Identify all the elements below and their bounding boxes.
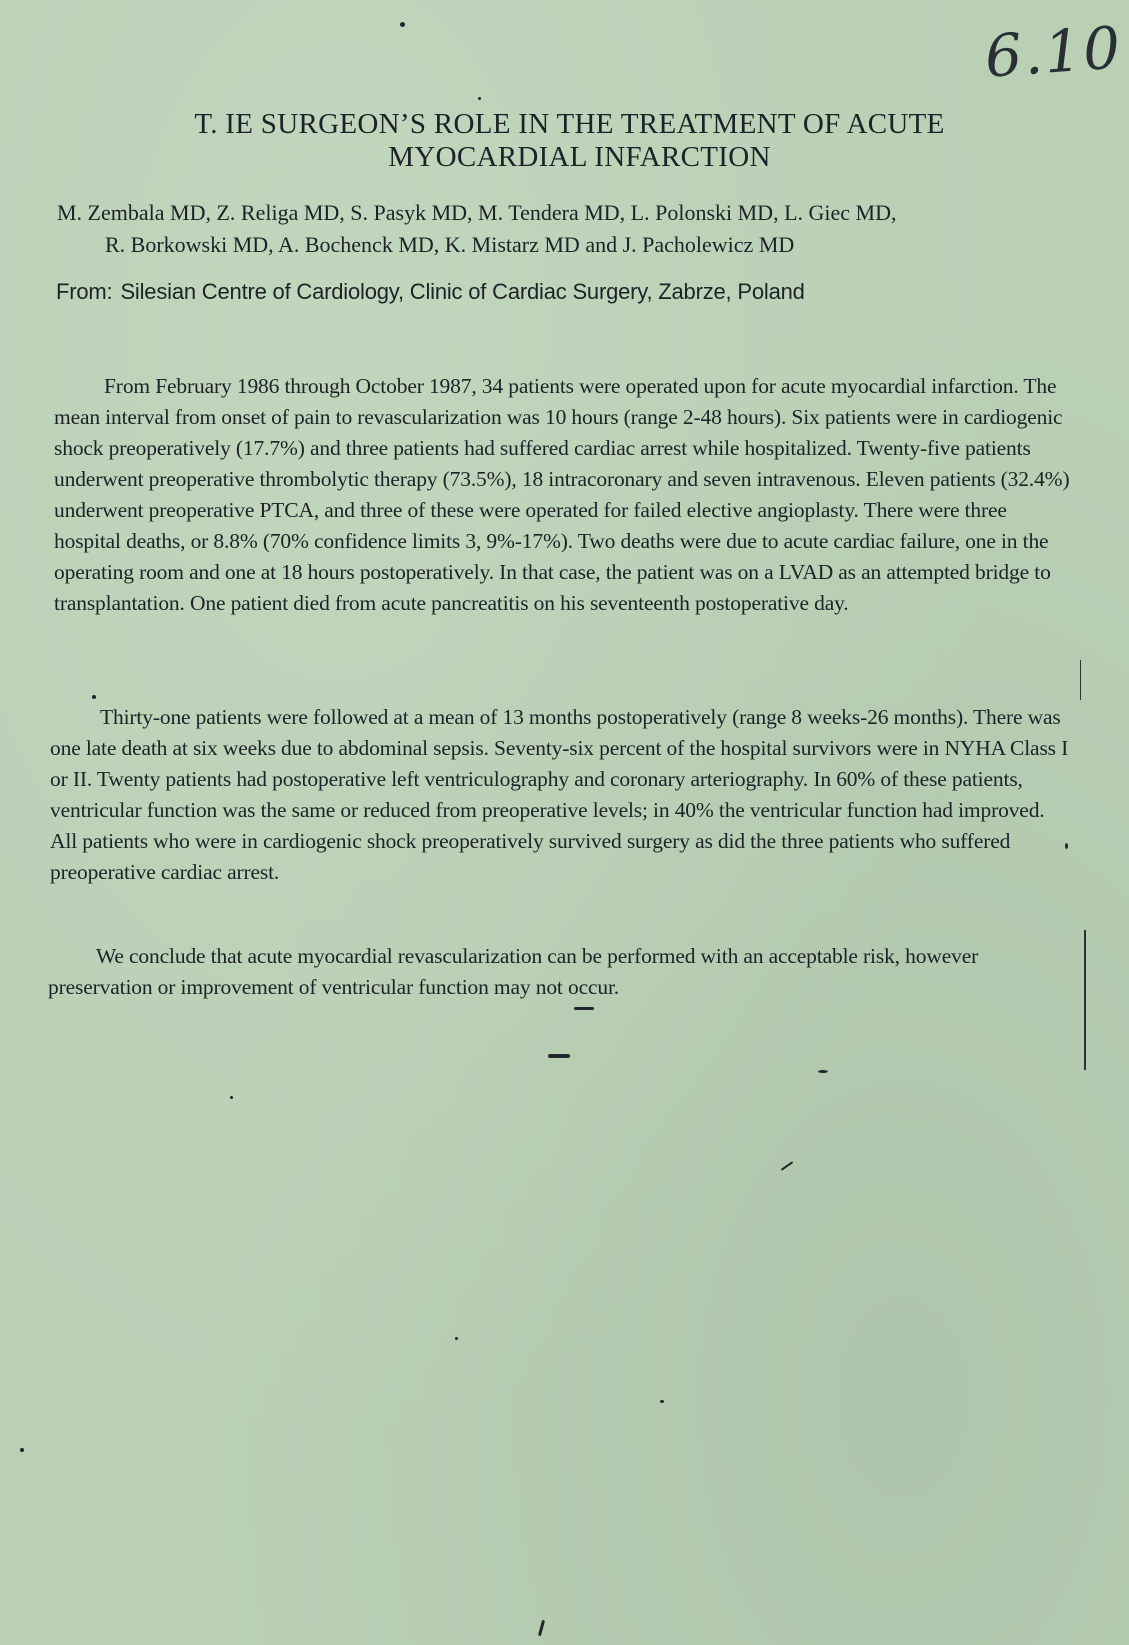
- margin-line: [1084, 930, 1086, 1070]
- title-line-2: MYOCARDIAL INFARCTION: [388, 141, 771, 173]
- abstract-paragraph-3: We conclude that acute myocardial revascularization can be performed with an acceptable risk, however preservation or improvement of ventricular function may not occur.: [48, 944, 979, 999]
- abstract-paragraph-2: Thirty-one patients were followed at a mean of 13 months postoperatively (range 8 weeks-26 months). There was one late death at six weeks due to abdominal sepsis. Seventy-six percent of the hospital survivors were in NYHA Class I or II. Twenty patients had postoperative left ventriculography and coronary arteriography. In 60% of these patients, ventricular function was the same or reduced from preoperative levels; in 40% the ventricular function had improved. All patients who were in cardiogenic shock preoperatively survived surgery as did the three patients who suffered preoperative cardiac arrest.: [50, 705, 1069, 884]
- scan-speck: [818, 1070, 828, 1073]
- scan-speck: [548, 1054, 570, 1058]
- scan-speck: [478, 97, 481, 100]
- scan-speck: [455, 1337, 458, 1340]
- scan-speck: [20, 1448, 24, 1452]
- scan-speck: [574, 1007, 594, 1010]
- scan-speck: [92, 695, 96, 699]
- authors-line-2: R. Borkowski MD, A. Bochenck MD, K. Mistarz MD and J. Pacholewicz MD: [105, 232, 795, 257]
- scan-speck: [230, 1096, 233, 1099]
- affiliation-text: Silesian Centre of Cardiology, Clinic of Cardiac Surgery, Zabrze, Poland: [120, 279, 805, 304]
- scan-speck: [660, 1400, 664, 1403]
- scan-speck: [781, 1161, 794, 1171]
- scan-speck: [1065, 843, 1068, 849]
- handwritten-page-mark: 6.10: [982, 13, 1125, 91]
- margin-line: [1080, 660, 1081, 700]
- scan-speck: [400, 22, 405, 27]
- scan-speck: [538, 1620, 545, 1636]
- title-line-1: T. IE SURGEON’S ROLE IN THE TREATMENT OF ACUTE: [194, 108, 945, 140]
- affiliation: [56, 277, 805, 307]
- affiliation-label: From:: [56, 279, 113, 304]
- authors-line-1: M. Zembala MD, Z. Religa MD, S. Pasyk MD, M. Tendera MD, L. Polonski MD, L. Giec MD,: [57, 200, 897, 225]
- abstract-paragraph-1: From February 1986 through October 1987, 34 patients were operated upon for acute myocardial infarction. The mean interval from onset of pain to revascularization was 10 hours (range 2-48 hours). Six patients were in cardiogenic shock preoperatively (17.7%) and three patients had suffered cardiac arrest while hospitalized. Twenty-five patients underwent preoperative thrombolytic therapy (73.5%), 18 intracoronary and seven intravenous. Eleven patients (32.4%) underwent preoperative PTCA, and three of these were operated for failed elective angioplasty. There were three hospital deaths, or 8.8% (70% confidence limits 3, 9%-17%). Two deaths were due to acute cardiac failure, one in the operating room and one at 18 hours postoperatively. In that case, the patient was on a LVAD as an attempted bridge to transplantation. One patient died from acute pancreatitis on his seventeenth postoperative day.: [54, 374, 1070, 615]
